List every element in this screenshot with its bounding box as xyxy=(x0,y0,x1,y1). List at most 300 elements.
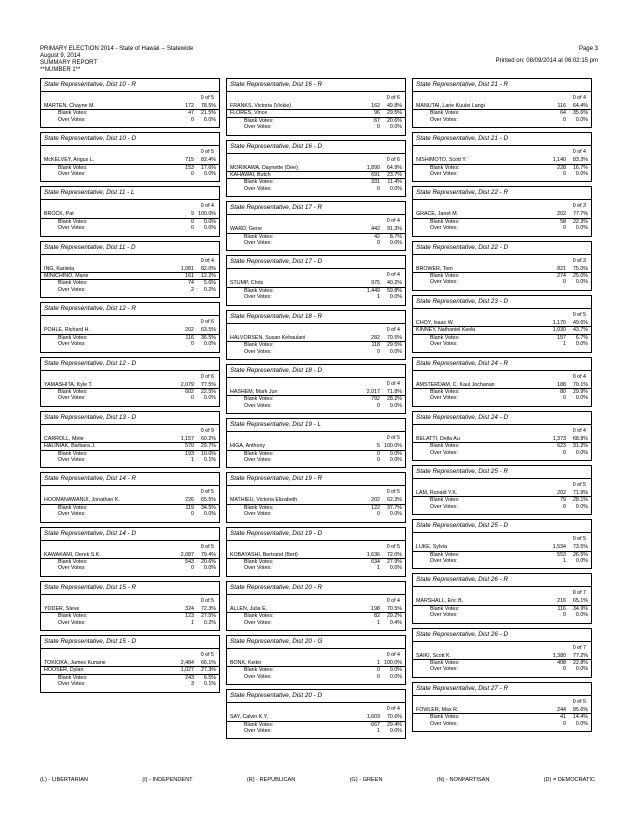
over-votes-row-votes: 1 xyxy=(377,565,380,572)
over-votes-row-name: Over Votes: xyxy=(244,511,272,518)
race-box xyxy=(412,411,592,461)
over-votes-row xyxy=(44,225,216,231)
race-title: State Representative, Dist 11 - D xyxy=(41,242,219,255)
candidate-row xyxy=(41,497,219,504)
report-type: SUMMARY REPORT xyxy=(40,60,98,66)
candidate-row-name: KAHAWAI, Butch xyxy=(230,172,271,179)
candidate-row-percent: 60.2% xyxy=(200,435,216,442)
race-box xyxy=(412,78,592,128)
race-title: State Representative, Dist 23 - D xyxy=(413,296,591,309)
candidate-row xyxy=(41,667,219,674)
over-votes-row-votes: 0 xyxy=(377,185,380,192)
precincts-reported: 0 of 4 xyxy=(200,257,214,264)
race-box xyxy=(226,689,406,739)
blank-votes-row-name: Blank Votes: xyxy=(58,334,88,341)
candidate-row xyxy=(41,436,219,443)
race-title: State Representative, Dist 10 - R xyxy=(41,79,219,92)
blank-votes-row-name: Blank Votes: xyxy=(58,110,88,117)
candidate-row-name: YAMASHITA, Kyle T. xyxy=(44,381,93,388)
blank-votes-row-percent: 22.3% xyxy=(572,218,588,225)
blank-votes-row-percent: 0.0% xyxy=(203,218,216,225)
precincts-reported: 0 of 4 xyxy=(572,149,586,156)
candidate-row-percent: 73.5% xyxy=(572,544,588,551)
blank-votes-row-percent: 25.0% xyxy=(572,273,588,280)
over-votes-row xyxy=(44,565,216,571)
blank-votes-row-percent: 36.5% xyxy=(200,334,216,341)
candidate-row-votes: 116 xyxy=(557,103,566,109)
blank-votes-row-name: Blank Votes: xyxy=(430,551,460,558)
precincts-reported: 0 of 6 xyxy=(386,95,400,101)
candidate-row xyxy=(41,382,219,389)
race-box xyxy=(40,411,220,469)
race-title: State Representative, Dist 26 - D xyxy=(413,629,591,642)
race-box xyxy=(226,418,406,468)
blank-votes-row-name: Blank Votes: xyxy=(244,287,274,294)
race-title: State Representative, Dist 18 - R xyxy=(227,311,405,324)
blank-votes-row-votes: 792 xyxy=(371,396,380,403)
candidate-row-percent: 85.6% xyxy=(572,706,588,713)
race-title: State Representative, Dist 22 - R xyxy=(413,187,591,200)
over-votes-row-percent: 0.0% xyxy=(575,612,588,619)
over-votes-row-votes: 0 xyxy=(377,348,380,355)
over-votes-row-name: Over Votes: xyxy=(430,557,458,564)
over-votes-row-percent: 0.0% xyxy=(203,395,216,402)
blank-votes-row-votes: 116 xyxy=(557,605,566,612)
over-votes-row-votes: 0 xyxy=(377,240,380,247)
blank-votes-row-votes: 0 xyxy=(191,218,194,225)
over-votes-row xyxy=(44,171,216,177)
over-votes-row-votes: 0 xyxy=(563,612,566,619)
blank-votes-row-percent: 34.9% xyxy=(572,605,588,612)
race-title: State Representative, Dist 26 - R xyxy=(413,574,591,587)
blank-votes-row-votes: 118 xyxy=(371,342,380,349)
precincts-reported: 0 of 5 xyxy=(386,543,400,550)
over-votes-row xyxy=(230,124,402,130)
over-votes-row-votes: 1 xyxy=(563,341,566,348)
over-votes-row-votes: 0 xyxy=(563,503,566,510)
candidate-row-percent: 49.8% xyxy=(386,103,402,109)
race-title: State Representative, Dist 16 - D xyxy=(227,141,405,154)
candidate-row-votes: 2,484 xyxy=(180,660,194,666)
candidate-row-percent: 78.5% xyxy=(200,103,216,109)
precincts-reported: 0 of 5 xyxy=(386,435,400,442)
candidate-row-name: MATHIEU, Victoria Elizabeth xyxy=(230,497,298,504)
candidate-row xyxy=(41,266,219,273)
over-votes-row-name: Over Votes: xyxy=(58,456,86,463)
candidate-row-percent: 29.5% xyxy=(386,110,402,117)
over-votes-row xyxy=(416,450,588,456)
blank-votes-row-percent: 6.5% xyxy=(203,674,216,681)
race-box xyxy=(40,302,220,352)
over-votes-row-name: Over Votes: xyxy=(430,503,458,510)
printed-on: Printed on: 08/09/2014 at 06:02:15 pm xyxy=(495,58,598,64)
blank-votes-row-votes: 157 xyxy=(557,334,566,341)
over-votes-row-votes: 1 xyxy=(377,294,380,301)
over-votes-row-name: Over Votes: xyxy=(58,286,86,293)
race-title: State Representative, Dist 20 - G xyxy=(227,636,405,649)
candidate-row-percent: 12.2% xyxy=(200,273,216,280)
blank-votes-row-votes: 80 xyxy=(560,388,566,395)
candidate-row xyxy=(227,226,405,233)
over-votes-row-name: Over Votes: xyxy=(430,171,458,178)
over-votes-row-name: Over Votes: xyxy=(244,185,272,192)
blank-votes-row-percent: 8.7% xyxy=(389,233,402,240)
race-title: State Representative, Dist 17 - R xyxy=(227,202,405,215)
race-box xyxy=(40,527,220,577)
results-column-1 xyxy=(40,79,220,693)
over-votes-row-votes: 0 xyxy=(563,116,566,123)
race-box xyxy=(412,628,592,678)
precincts-reported: 0 of 7 xyxy=(572,644,586,651)
race-title: State Representative, Dist 13 - D xyxy=(41,412,219,425)
precincts-reported: 0 of 5 xyxy=(200,597,214,604)
race-title: State Representative, Dist 20 - R xyxy=(227,582,405,595)
blank-votes-row-votes: 228 xyxy=(557,164,566,171)
over-votes-row-percent: 0.0% xyxy=(575,341,588,348)
over-votes-row-name: Over Votes: xyxy=(58,225,86,232)
blank-votes-row-name: Blank Votes: xyxy=(430,714,460,721)
race-title: State Representative, Dist 25 - R xyxy=(413,466,591,479)
over-votes-row-votes: 0 xyxy=(191,565,194,572)
over-votes-row-percent: 0.2% xyxy=(203,619,216,626)
over-votes-row-name: Over Votes: xyxy=(58,341,86,348)
candidate-row-name: KOBAYASHI, Bertrand (Bert) xyxy=(230,551,298,558)
candidate-row-name: CARROLL, Mele xyxy=(44,435,84,442)
candidate-row-name: HASHEM, Mark Jun xyxy=(230,388,278,395)
blank-votes-row-votes: 623 xyxy=(557,443,566,450)
race-title: State Representative, Dist 12 - R xyxy=(41,303,219,316)
race-title: State Representative, Dist 10 - D xyxy=(41,133,219,146)
over-votes-row-percent: 0.0% xyxy=(575,116,588,123)
candidate-row-votes: 2,017 xyxy=(366,388,380,395)
blank-votes-row-votes: 42 xyxy=(374,233,380,240)
candidate-row-votes: 1,157 xyxy=(180,435,194,442)
race-box xyxy=(226,255,406,305)
blank-votes-row-name: Blank Votes: xyxy=(244,342,274,349)
blank-votes-row-percent: 35.6% xyxy=(572,110,588,117)
candidate-row-name: BROCK, Pat xyxy=(44,211,74,218)
blank-votes-row-name: Blank Votes: xyxy=(244,396,274,403)
over-votes-row-percent: 0.0% xyxy=(575,557,588,564)
precincts-reported: 0 of 4 xyxy=(386,380,400,387)
candidate-row xyxy=(41,211,219,218)
candidate-row-percent: 70.6% xyxy=(386,714,402,721)
over-votes-row-percent: 0.0% xyxy=(389,402,402,409)
over-votes-row xyxy=(416,225,588,231)
candidate-row-percent: 100.0% xyxy=(384,660,402,666)
over-votes-row-name: Over Votes: xyxy=(244,456,272,463)
over-votes-row-percent: 0.0% xyxy=(575,225,588,232)
candidate-row-votes: 2,079 xyxy=(180,381,194,388)
candidate-row-votes: 188 xyxy=(557,381,566,388)
precincts-reported: 0 of 5 xyxy=(386,489,400,496)
blank-votes-row-percent: 34.5% xyxy=(200,504,216,511)
blank-votes-row-name: Blank Votes: xyxy=(430,218,460,225)
candidate-row-name: POHLE, Richard H. xyxy=(44,327,90,334)
candidate-row-votes: 1,534 xyxy=(552,544,566,551)
blank-votes-row-percent: 10.0% xyxy=(200,450,216,457)
race-title: State Representative, Dist 16 - R xyxy=(227,79,405,92)
candidate-row-votes: 1,373 xyxy=(552,435,566,442)
precincts-reported: 0 of 4 xyxy=(386,597,400,604)
candidate-row xyxy=(413,266,591,273)
precincts-reported: 0 of 5 xyxy=(200,95,214,101)
blank-votes-row-percent: 5.6% xyxy=(203,280,216,287)
over-votes-row xyxy=(230,511,402,517)
blank-votes-row-percent: 21.5% xyxy=(200,110,216,117)
candidate-row-votes: 216 xyxy=(557,598,566,605)
candidate-row-percent: 82.4% xyxy=(200,157,216,164)
precincts-reported: 0 of 4 xyxy=(572,373,586,380)
candidate-row-name: HOOMANAWANUI, Jonathan K. xyxy=(44,497,120,504)
over-votes-row-percent: 0.1% xyxy=(203,681,216,688)
over-votes-row xyxy=(44,620,216,626)
over-votes-row-name: Over Votes: xyxy=(58,565,86,572)
race-title: State Representative, Dist 21 - R xyxy=(413,79,591,92)
blank-votes-row-name: Blank Votes: xyxy=(244,667,274,674)
candidate-row-percent: 64.9% xyxy=(386,164,402,171)
blank-votes-row-percent: 22.8% xyxy=(572,660,588,666)
over-votes-row xyxy=(416,558,588,564)
race-box xyxy=(226,140,406,198)
candidate-row-percent: 77.2% xyxy=(572,652,588,659)
race-title: State Representative, Dist 24 - D xyxy=(413,412,591,425)
candidate-row-name: BROWER, Tom xyxy=(416,265,453,272)
over-votes-row xyxy=(416,666,588,672)
candidate-row xyxy=(41,103,219,110)
candidate-row-percent: 75.0% xyxy=(572,265,588,272)
candidate-row-percent: 23.7% xyxy=(386,172,402,179)
candidate-row xyxy=(413,490,591,497)
candidate-row-votes: 975 xyxy=(371,280,380,287)
precincts-reported: 0 of 6 xyxy=(200,319,214,326)
over-votes-row-percent: 0.0% xyxy=(575,171,588,178)
blank-votes-row-percent: 29.5% xyxy=(386,342,402,349)
over-votes-row-name: Over Votes: xyxy=(58,619,86,626)
blank-votes-row-name: Blank Votes: xyxy=(430,110,460,117)
over-votes-row-percent: 0.2% xyxy=(203,286,216,293)
candidate-row-name: CHOY, Isaac W. xyxy=(416,319,454,326)
candidate-row-votes: 202 xyxy=(185,327,194,334)
candidate-row-name: ALLEN, Julia E. xyxy=(230,605,268,612)
candidate-row-votes: 96 xyxy=(374,110,380,117)
blank-votes-row-votes: 331 xyxy=(371,179,380,186)
over-votes-row xyxy=(230,674,402,680)
over-votes-row-votes: 0 xyxy=(563,279,566,286)
over-votes-row-name: Over Votes: xyxy=(244,348,272,355)
candidate-row-percent: 79.4% xyxy=(200,551,216,558)
race-box xyxy=(412,519,592,569)
precincts-reported: 0 of 3 xyxy=(572,203,586,210)
over-votes-row-votes: 1 xyxy=(191,619,194,626)
candidate-row xyxy=(227,110,405,117)
blank-votes-row-votes: 408 xyxy=(557,660,566,666)
blank-votes-row-percent: 37.7% xyxy=(386,504,402,511)
blank-votes-row-percent: 20.6% xyxy=(200,558,216,565)
race-title: State Representative, Dist 14 - R xyxy=(41,473,219,486)
candidate-row-percent: 83.3% xyxy=(572,157,588,164)
candidate-row-percent: 63.5% xyxy=(200,327,216,334)
candidate-row-percent: 66.1% xyxy=(200,660,216,666)
candidate-row-votes: 1 xyxy=(377,660,380,666)
precincts-reported: 0 of 5 xyxy=(572,536,586,543)
over-votes-row-percent: 0.0% xyxy=(389,294,402,301)
over-votes-row-votes: 0 xyxy=(563,171,566,178)
over-votes-row-percent: 0.0% xyxy=(575,395,588,402)
candidate-row-votes: 202 xyxy=(557,211,566,218)
candidate-row-name: MORIKAWA, Daynette (Dee) xyxy=(230,164,298,171)
report-date: August 9, 2014 xyxy=(40,53,81,59)
candidate-row-votes: 226 xyxy=(185,497,194,504)
over-votes-row xyxy=(416,279,588,285)
candidate-row-votes: 1,380 xyxy=(552,652,566,659)
candidate-row-percent: 72.0% xyxy=(386,551,402,558)
blank-votes-row-votes: 193 xyxy=(185,450,194,457)
candidate-row xyxy=(227,714,405,721)
candidate-row xyxy=(227,552,405,559)
candidate-row-percent: 71.9% xyxy=(572,489,588,496)
legend-item: (L) - LIBERTARIAN xyxy=(40,777,88,783)
candidate-row-percent: 71.8% xyxy=(386,388,402,395)
candidate-row-name: STUMP, Chris xyxy=(230,280,264,287)
over-votes-row xyxy=(416,721,588,727)
race-title: State Representative, Dist 27 - R xyxy=(413,683,591,696)
legend-item: (R) - REPUBLICAN xyxy=(246,777,296,783)
candidate-row-votes: 5 xyxy=(377,443,380,450)
candidate-row-votes: 1,890 xyxy=(366,164,380,171)
over-votes-row xyxy=(230,565,402,571)
over-votes-row xyxy=(44,681,216,687)
over-votes-row-votes: 0 xyxy=(377,124,380,131)
candidate-row-name: HOOSER, Dylan xyxy=(44,667,84,674)
blank-votes-row-percent: 59.8% xyxy=(386,287,402,294)
precincts-reported: 0 of 5 xyxy=(572,481,586,488)
precincts-reported: 0 of 5 xyxy=(200,149,214,156)
race-box xyxy=(40,78,220,128)
candidate-row-votes: 161 xyxy=(185,273,194,280)
candidate-row xyxy=(227,172,405,179)
candidate-row-name: HALINIAK, Barbara J. xyxy=(44,443,96,450)
candidate-row xyxy=(413,382,591,389)
blank-votes-row-name: Blank Votes: xyxy=(430,605,460,612)
over-votes-row-name: Over Votes: xyxy=(244,619,272,626)
blank-votes-row-name: Blank Votes: xyxy=(244,233,274,240)
candidate-row-name: TOKIOKA, James Kunane xyxy=(44,660,106,666)
blank-votes-row-votes: 243 xyxy=(185,674,194,681)
over-votes-row-votes: 0 xyxy=(191,395,194,402)
over-votes-row-name: Over Votes: xyxy=(58,395,86,402)
race-box xyxy=(412,465,592,515)
over-votes-row-votes: 0 xyxy=(377,402,380,409)
candidate-row-percent: 91.3% xyxy=(386,226,402,233)
race-box xyxy=(226,635,406,685)
candidate-row-percent: 43.7% xyxy=(572,327,588,334)
candidate-row-name: YODER, Steve xyxy=(44,605,80,612)
race-box xyxy=(226,364,406,414)
over-votes-row-name: Over Votes: xyxy=(430,116,458,123)
candidate-row xyxy=(227,497,405,504)
precincts-reported: 0 of 5 xyxy=(572,698,586,705)
over-votes-row-percent: 0.0% xyxy=(575,449,588,456)
over-votes-row-name: Over Votes: xyxy=(430,341,458,348)
candidate-row-votes: 715 xyxy=(185,157,194,164)
precincts-reported: 0 of 4 xyxy=(386,326,400,333)
over-votes-row-name: Over Votes: xyxy=(244,673,272,680)
over-votes-row xyxy=(230,728,402,734)
race-title: State Representative, Dist 18 - D xyxy=(227,365,405,378)
over-votes-row-name: Over Votes: xyxy=(244,402,272,409)
over-votes-row-name: Over Votes: xyxy=(430,279,458,286)
over-votes-row-votes: 1 xyxy=(563,557,566,564)
race-box xyxy=(40,472,220,522)
blank-votes-row-votes: 153 xyxy=(185,164,194,171)
candidate-row-percent: 49.6% xyxy=(572,319,588,326)
race-box xyxy=(40,132,220,182)
blank-votes-row-percent: 11.4% xyxy=(387,179,402,186)
blank-votes-row-name: Blank Votes: xyxy=(430,388,460,395)
blank-votes-row-votes: 543 xyxy=(185,558,194,565)
report-number: **NUMBER 1** xyxy=(40,67,81,73)
candidate-row xyxy=(413,211,591,218)
over-votes-row xyxy=(230,186,402,192)
blank-votes-row-votes: 634 xyxy=(371,558,380,565)
candidate-row-name: MARSHALL, Eric B. xyxy=(416,598,464,605)
candidate-row xyxy=(413,707,591,714)
candidate-row xyxy=(413,544,591,551)
over-votes-row-votes: 0 xyxy=(563,225,566,232)
candidate-row-votes: 821 xyxy=(557,265,566,272)
candidate-row-votes: 1,027 xyxy=(180,667,194,674)
over-votes-row-percent: 0.0% xyxy=(203,565,216,572)
blank-votes-row-votes: 116 xyxy=(185,334,194,341)
over-votes-row-percent: 0.0% xyxy=(203,341,216,348)
over-votes-row-name: Over Votes: xyxy=(430,449,458,456)
candidate-row-name: MINICHINO, Marie xyxy=(44,273,89,280)
over-votes-row-percent: 0.0% xyxy=(389,348,402,355)
candidate-row-name: KAWAKAMI, Derek S.K. xyxy=(44,551,101,558)
candidate-row xyxy=(41,443,219,450)
candidate-row-percent: 77.5% xyxy=(200,381,216,388)
candidate-row-votes: 1,140 xyxy=(552,157,566,164)
blank-votes-row-percent: 0.0% xyxy=(389,450,402,457)
over-votes-row xyxy=(416,117,588,123)
blank-votes-row-name: Blank Votes: xyxy=(430,443,460,450)
race-box xyxy=(226,581,406,631)
over-votes-row-percent: 0.0% xyxy=(389,565,402,572)
blank-votes-row-votes: 67 xyxy=(374,117,380,124)
over-votes-row-percent: 0.0% xyxy=(203,171,216,178)
over-votes-row-percent: 0.0% xyxy=(575,666,588,673)
candidate-row xyxy=(227,389,405,396)
race-box xyxy=(40,357,220,407)
race-box xyxy=(412,132,592,182)
blank-votes-row-name: Blank Votes: xyxy=(430,497,460,504)
over-votes-row-percent: 0.0% xyxy=(389,673,402,680)
candidate-row-name: WARD, Gene xyxy=(230,226,262,233)
over-votes-row-votes: 1 xyxy=(191,456,194,463)
over-votes-row-percent: 0.0% xyxy=(389,185,402,192)
candidate-row-name: LUKE, Sylvia xyxy=(416,544,447,551)
candidate-row xyxy=(413,157,591,164)
blank-votes-row-votes: 119 xyxy=(185,504,194,511)
candidate-row-name: HIGA, Anthony xyxy=(230,443,266,450)
candidate-row xyxy=(413,327,591,334)
candidate-row-votes: 691 xyxy=(371,172,380,179)
over-votes-row-name: Over Votes: xyxy=(244,240,272,247)
blank-votes-row-name: Blank Votes: xyxy=(58,450,88,457)
race-title: State Representative, Dist 14 - D xyxy=(41,528,219,541)
over-votes-row-votes: 0 xyxy=(377,673,380,680)
